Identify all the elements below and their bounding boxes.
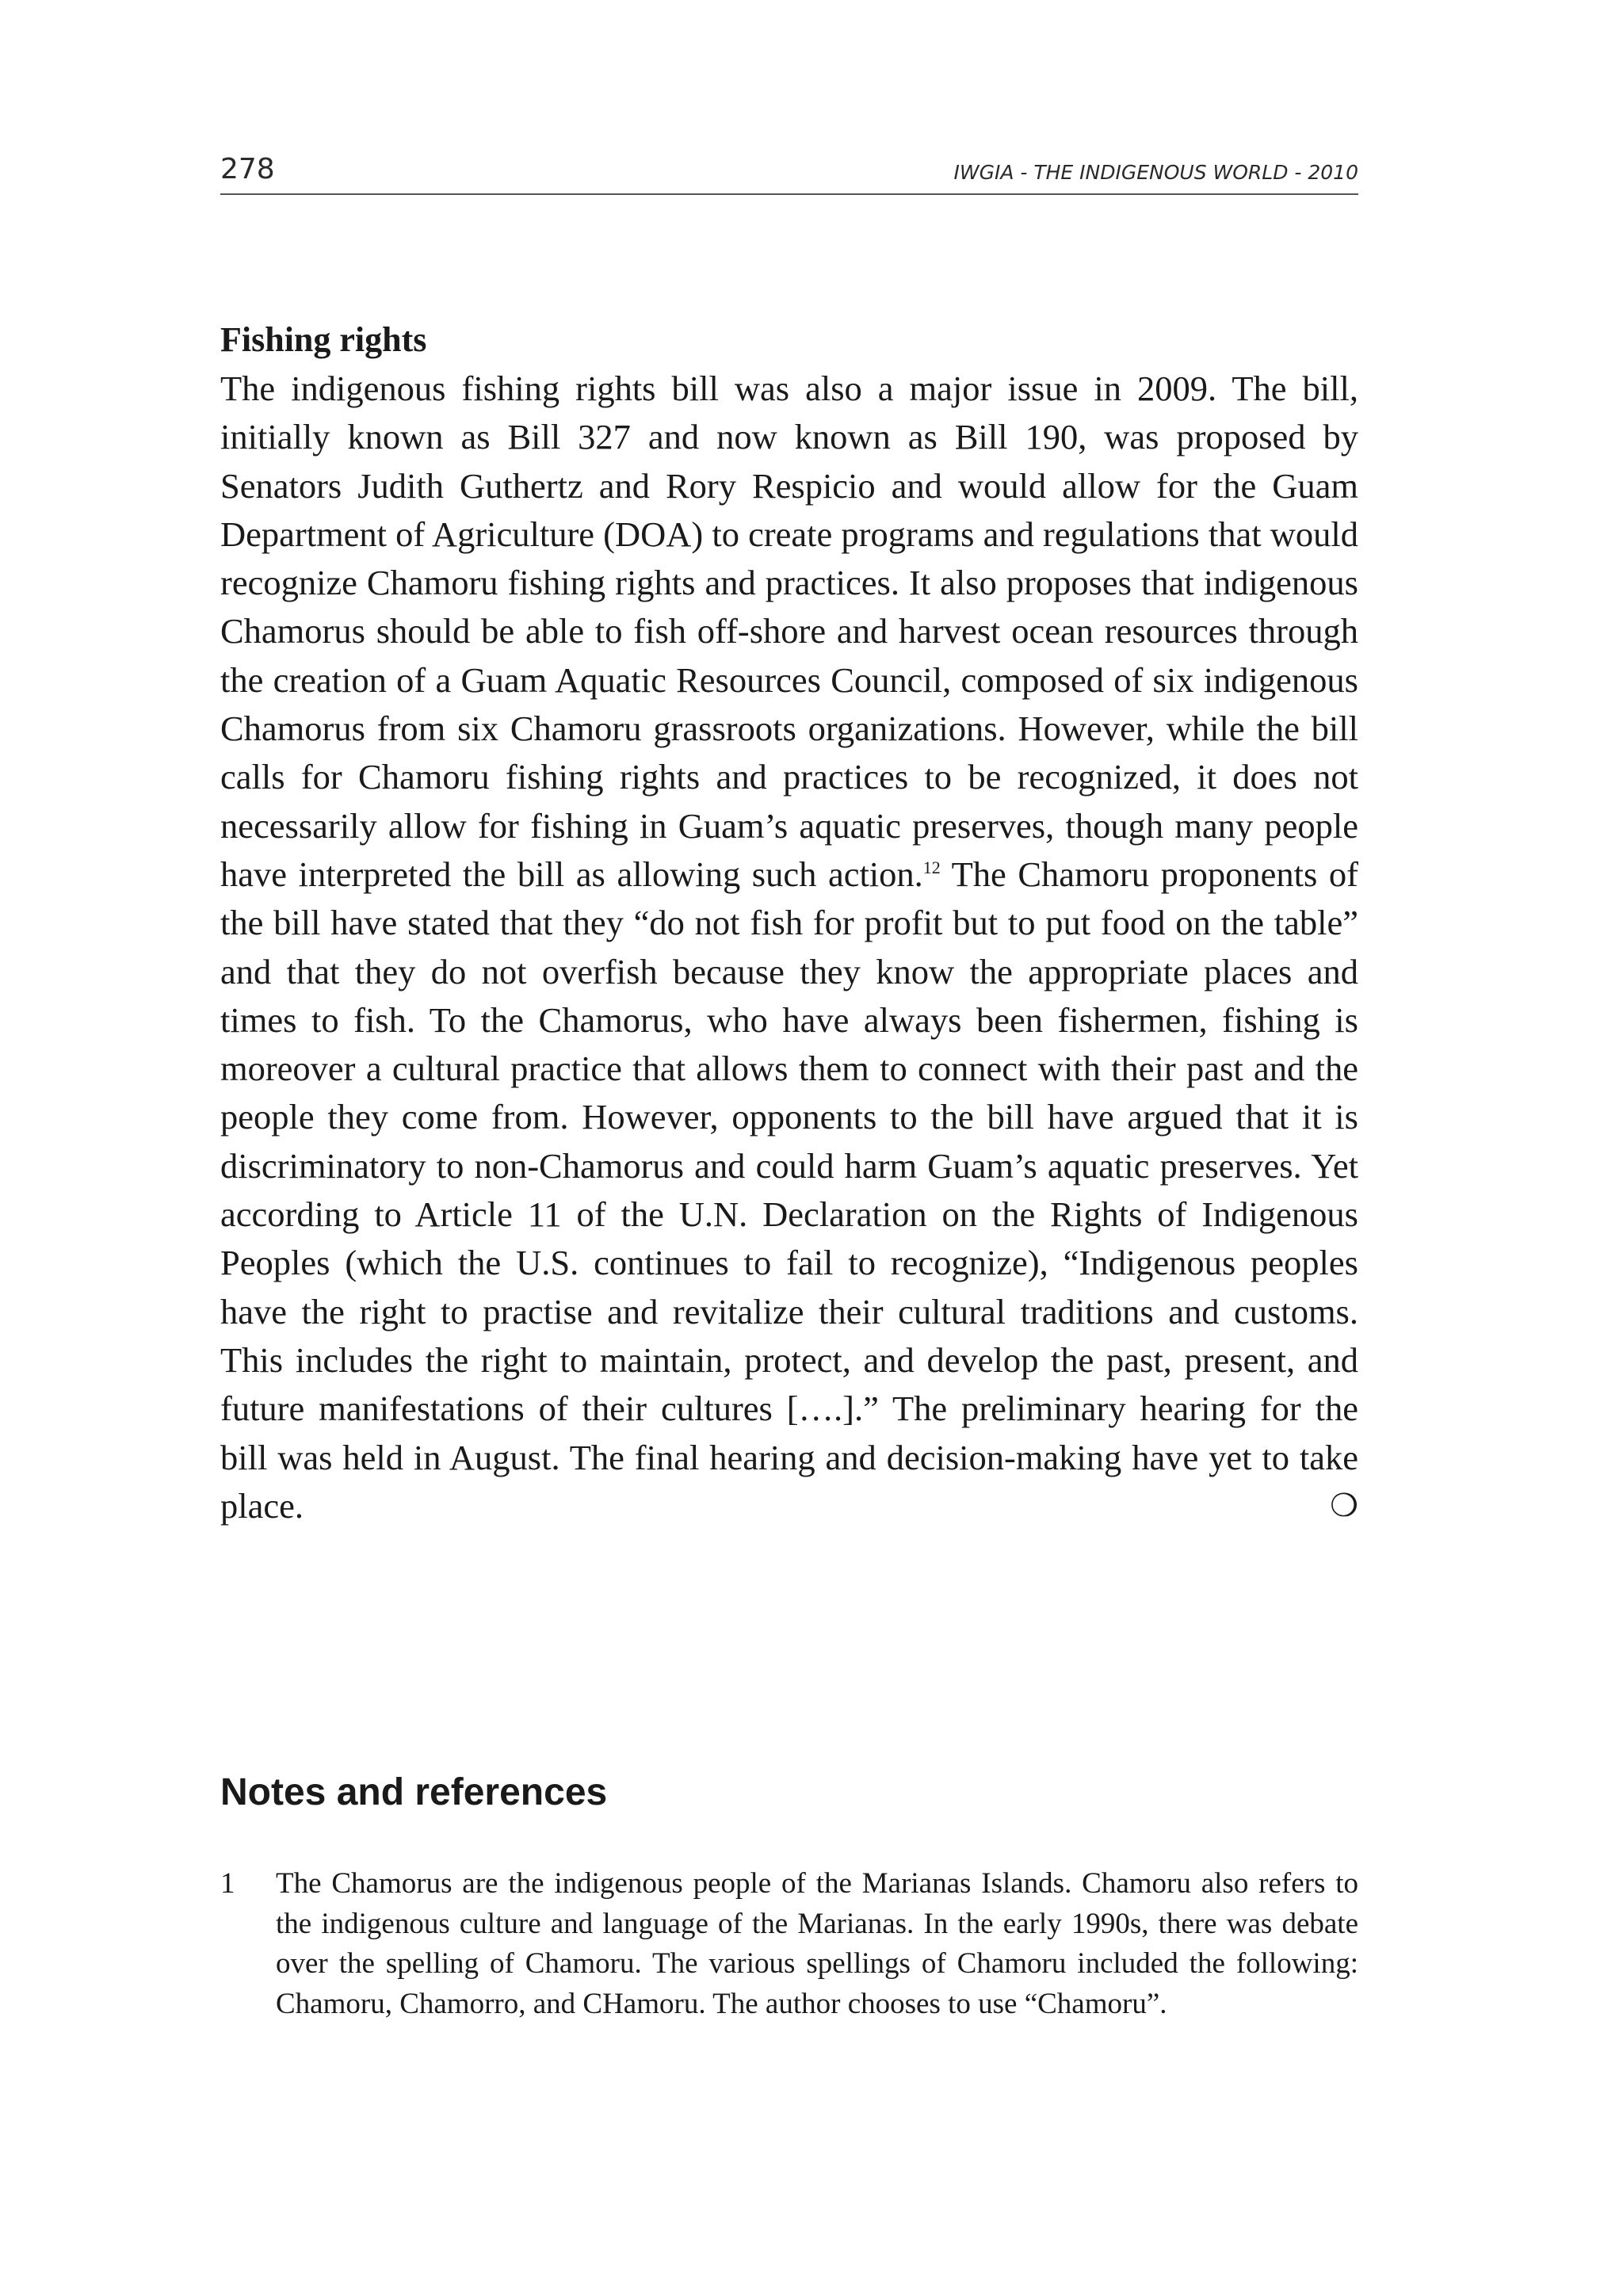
body-text-part2: The Chamoru proponents of the bill have stated that they “do not fish for profit but to put food on the table” and that they do not overfish because they know the appropriate places and times to fish. To the Chamorus, who have always been fishermen, fishing is moreover a cultural practice that allows them to connect with their past and the people they come from. However, opponents to the bill have argued that it is discriminatory to non-Chamorus and could harm Guam’s aquatic preserves. Yet according to Article 11 of the U.N. Declaration on the Rights of Indigenous Peoples (which the U.S. continues to fail to recognize), “Indigenous peoples have the right to practise and revitalize their cultural traditions and customs. This includes the right to maintain, protect, and develop the past, present, and future manifestations of their cultures [….].” The preliminary hearing for the bill was held in August. The final hearing and decision-making have yet to take place.	[220, 854, 1358, 1526]
footnote-reference[interactable]: 12	[922, 858, 941, 878]
end-of-article-icon: ❍	[1330, 1488, 1358, 1525]
page-number: 278	[220, 153, 275, 185]
notes-section	[220, 1769, 1358, 2024]
document-page	[220, 0, 1358, 2296]
fishing-rights-section	[220, 315, 1358, 1530]
note-number: 1	[220, 1867, 235, 1900]
notes-heading: Notes and references	[220, 1771, 608, 1813]
note-text: The Chamorus are the indigenous people of the Marianas Islands. Chamoru also refers to the indigenous culture and language of the Marianas. In the early 1990s, there was debate over the spelling of Chamoru. The various spellings of Chamoru included the following: Chamoru, Chamorro, and CHamoru. The author chooses to use “Chamoru”.	[276, 1867, 1358, 2020]
running-header	[220, 152, 1358, 195]
body-paragraph	[220, 365, 1358, 1530]
section-heading: Fishing rights	[220, 320, 427, 359]
body-text-part1: The indigenous fishing rights bill was also a major issue in 2009. The bill, initially known as Bill 327 and now known as Bill 190, was proposed by Senators Judith Guthertz and Rory Respicio and would allow for the Guam Department of Agriculture (DOA) to create programs and regulations that would recognize Chamoru fishing rights and practices. It also proposes that indigenous Chamorus should be able to fish off-shore and harvest ocean resources through the creation of a Guam Aquatic Resources Council, composed of six indigenous Chamorus from six Chamoru grassroots organizations. However, while the bill calls for Chamoru fishing rights and practices to be recognized, it does not necessarily allow for fishing in Guam’s aquatic preserves, though many people have interpreted the bill as allowing such action.	[220, 369, 1358, 894]
running-title: IWGIA - THE INDIGENOUS WORLD - 2010	[953, 161, 1358, 184]
note-item	[220, 1864, 1358, 2024]
